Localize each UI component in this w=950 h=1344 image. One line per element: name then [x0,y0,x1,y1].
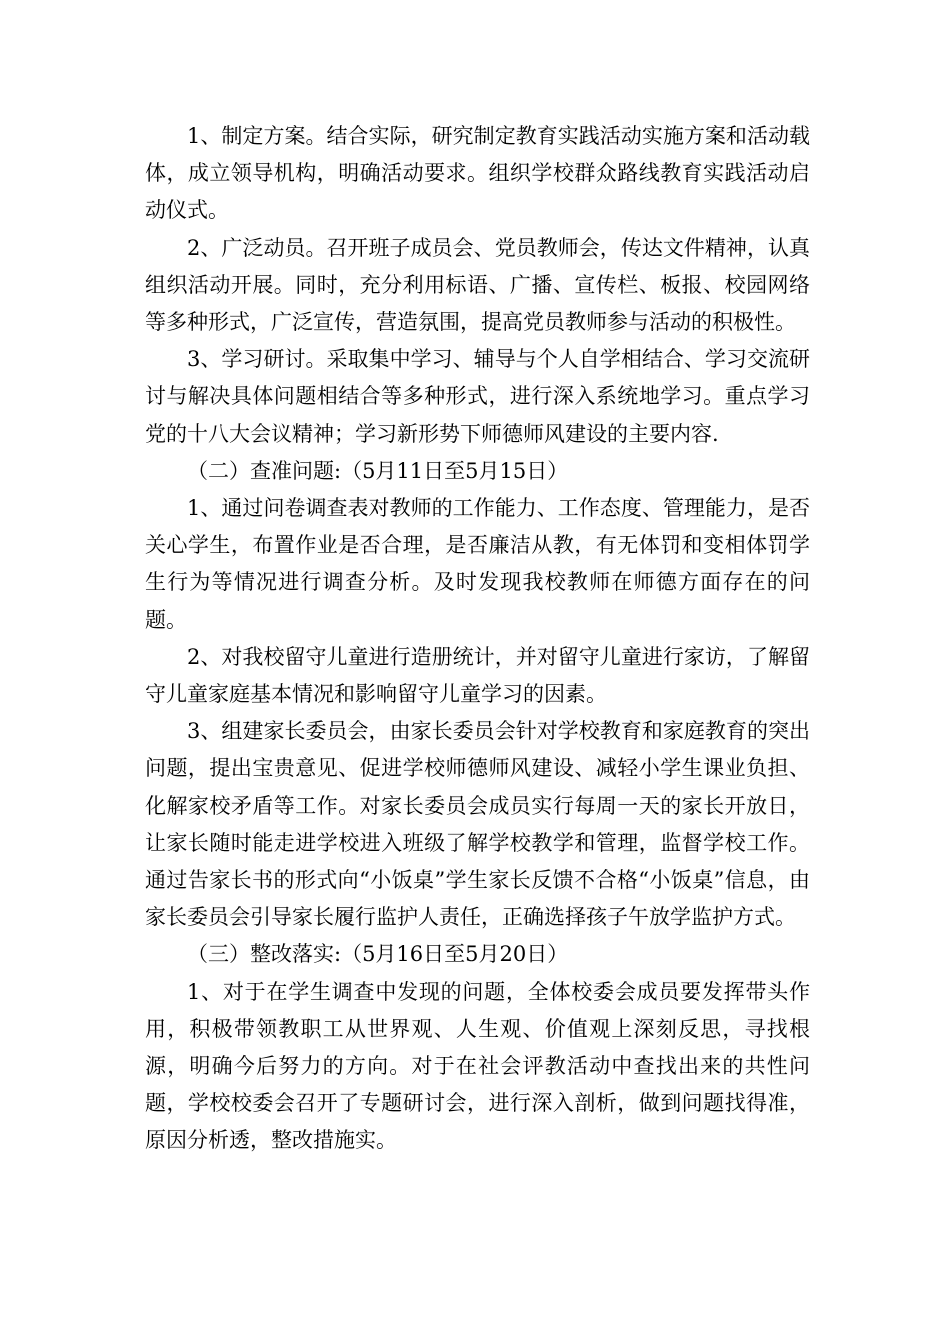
document-body [145,118,810,1160]
paragraph-plan: 1、制定方案。结合实际，研究制定教育实践活动实施方案和活动载体，成立领导机构，明确活动要求。组织学校群众路线教育实践活动启动仪式。 [145,124,810,223]
paragraph-mobilize: 2、广泛动员。召开班子成员会、党员教师会，传达文件精神，认真组织活动开展。同时，充分利用标语、广播、宣传栏、板报、校园网络等多种形式，广泛宣传，营造氛围，提高党员教师参与活动的积极性。 [145,235,810,335]
section-heading-identify-problems: （二）查准问题:（5月11日至5月15日） [187,458,569,483]
paragraph-left-behind-children: 2、对我校留守儿童进行造册统计，并对留守儿童进行家访，了解留守儿童家庭基本情况和影响留守儿童学习的因素。 [145,644,810,707]
section-heading-rectification: （三）整改落实:（5月16日至5月20日） [187,942,569,967]
paragraph-study: 3、学习研讨。采取集中学习、辅导与个人自学相结合、学习交流研讨与解决具体问题相结合等多种形式，进行深入系统地学习。重点学习党的十八大会议精神；学习新形势下师德师风建设的主要内容. [145,347,810,446]
paragraph-rectification: 1、对于在学生调查中发现的问题，全体校委会成员要发挥带头作用，积极带领教职工从世界观、人生观、价值观上深刻反思，寻找根源，明确今后努力的方向。对于在社会评教活动中查找出来的共性问题，学校校委会召开了专题研讨会，进行深入剖析，做到问题找得准，原因分析透，整改措施实。 [145,979,810,1153]
paragraph-questionnaire: 1、通过问卷调查表对教师的工作能力、工作态度、管理能力，是否关心学生，布置作业是否合理，是否廉洁从教，有无体罚和变相体罚学生行为等情况进行调查分析。及时发现我校教师在师德方面存在的问题。 [145,496,810,632]
paragraph-parent-committee: 3、组建家长委员会，由家长委员会针对学校教育和家庭教育的突出问题，提出宝贵意见、促进学校师德师风建设、减轻小学生课业负担、化解家校矛盾等工作。对家长委员会成员实行每周一天的家长开放日，让家长随时能走进学校进入班级了解学校教学和管理，监督学校工作。通过告家长书的形式向“小饭桌”学生家长反馈不合格“小饭桌”信息，由家长委员会引导家长履行监护人责任，正确选择孩子午放学监护方式。 [145,719,810,930]
